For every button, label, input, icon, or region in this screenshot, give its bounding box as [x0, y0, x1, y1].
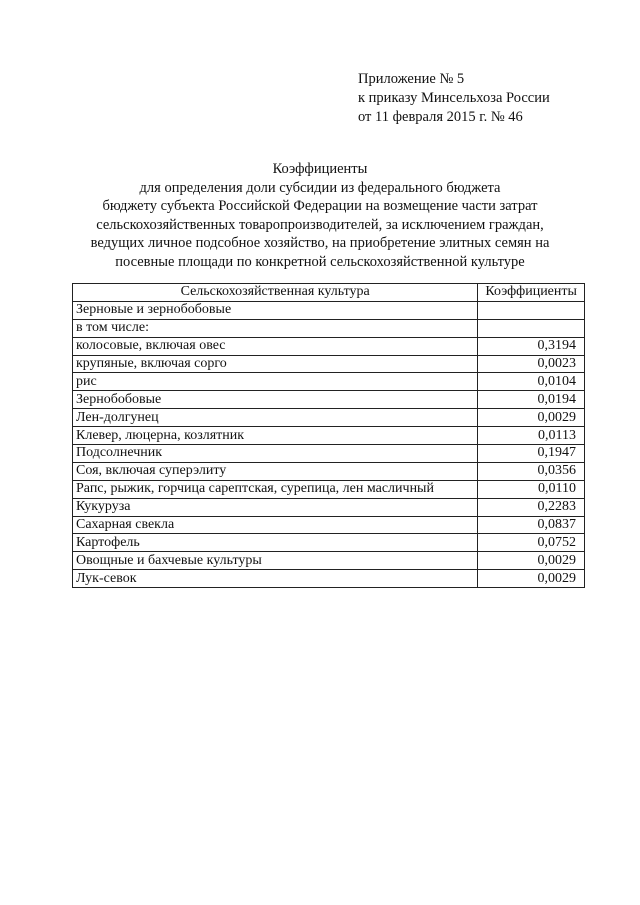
coefficient-cell: 0,0837 — [478, 516, 585, 534]
crop-cell: крупяные, включая сорго — [73, 355, 478, 373]
table-row — [73, 552, 585, 570]
table-row — [73, 409, 585, 427]
table-row — [73, 534, 585, 552]
table-row — [73, 498, 585, 516]
coefficient-cell: 0,0110 — [478, 480, 585, 498]
appendix-note — [358, 70, 550, 127]
header-coefficient: Коэффициенты — [478, 284, 585, 302]
crop-cell: Кукуруза — [73, 498, 478, 516]
coefficient-cell: 0,3194 — [478, 337, 585, 355]
coefficient-cell: 0,1947 — [478, 445, 585, 463]
coefficient-cell: 0,0113 — [478, 427, 585, 445]
table-row — [73, 480, 585, 498]
heading-line: бюджету субъекта Российской Федерации на возмещение части затрат — [102, 198, 538, 214]
coefficients-table — [72, 283, 585, 588]
document-title: Коэффициенты — [272, 161, 368, 177]
table-row — [73, 516, 585, 534]
coefficient-cell: 0,2283 — [478, 498, 585, 516]
crop-cell: Соя, включая суперэлиту — [73, 462, 478, 480]
appendix-order-date: от 11 февраля 2015 г. № 46 — [358, 109, 523, 125]
coefficient-cell — [478, 301, 585, 319]
coefficient-cell: 0,0104 — [478, 373, 585, 391]
crop-cell: Лук-севок — [73, 570, 478, 588]
crop-cell: Овощные и бахчевые культуры — [73, 552, 478, 570]
document-heading — [60, 160, 580, 271]
table-row — [73, 462, 585, 480]
table-row — [73, 445, 585, 463]
table-header-row — [73, 284, 585, 302]
table-row — [73, 319, 585, 337]
coefficient-cell: 0,0029 — [478, 570, 585, 588]
coefficient-cell: 0,0194 — [478, 391, 585, 409]
table-row — [73, 301, 585, 319]
table-row — [73, 391, 585, 409]
coefficient-cell: 0,0356 — [478, 462, 585, 480]
crop-cell: Клевер, люцерна, козлятник — [73, 427, 478, 445]
table-row — [73, 427, 585, 445]
coefficient-cell: 0,0023 — [478, 355, 585, 373]
appendix-order-ref: к приказу Минсельхоза России — [358, 90, 550, 106]
crop-cell: колосовые, включая овес — [73, 337, 478, 355]
heading-line: сельскохозяйственных товаропроизводителей, за исключением граждан, — [96, 216, 544, 233]
table-row — [73, 373, 585, 391]
coefficient-cell: 0,0029 — [478, 409, 585, 427]
appendix-number: Приложение № 5 — [358, 71, 465, 87]
crop-cell: в том числе: — [73, 319, 478, 337]
table-row — [73, 337, 585, 355]
coefficient-cell: 0,0029 — [478, 552, 585, 570]
header-crop: Сельскохозяйственная культура — [73, 284, 478, 302]
crop-cell: Лен-долгунец — [73, 409, 478, 427]
crop-cell: Сахарная свекла — [73, 516, 478, 534]
heading-line: ведущих личное подсобное хозяйство, на приобретение элитных семян на — [90, 235, 550, 251]
crop-cell: Рапс, рыжик, горчица сарептская, сурепица, лен масличный — [73, 480, 478, 498]
crop-cell: Подсолнечник — [73, 445, 478, 463]
coefficient-cell — [478, 319, 585, 337]
table-body — [73, 301, 585, 587]
table-row — [73, 355, 585, 373]
crop-cell: Картофель — [73, 534, 478, 552]
heading-line: посевные площади по конкретной сельскохозяйственной культуре — [115, 253, 525, 270]
heading-line: для определения доли субсидии из федерального бюджета — [139, 179, 501, 196]
table-row — [73, 570, 585, 588]
crop-cell: рис — [73, 373, 478, 391]
crop-cell: Зерновые и зернобобовые — [73, 301, 478, 319]
crop-cell: Зернобобовые — [73, 391, 478, 409]
coefficient-cell: 0,0752 — [478, 534, 585, 552]
